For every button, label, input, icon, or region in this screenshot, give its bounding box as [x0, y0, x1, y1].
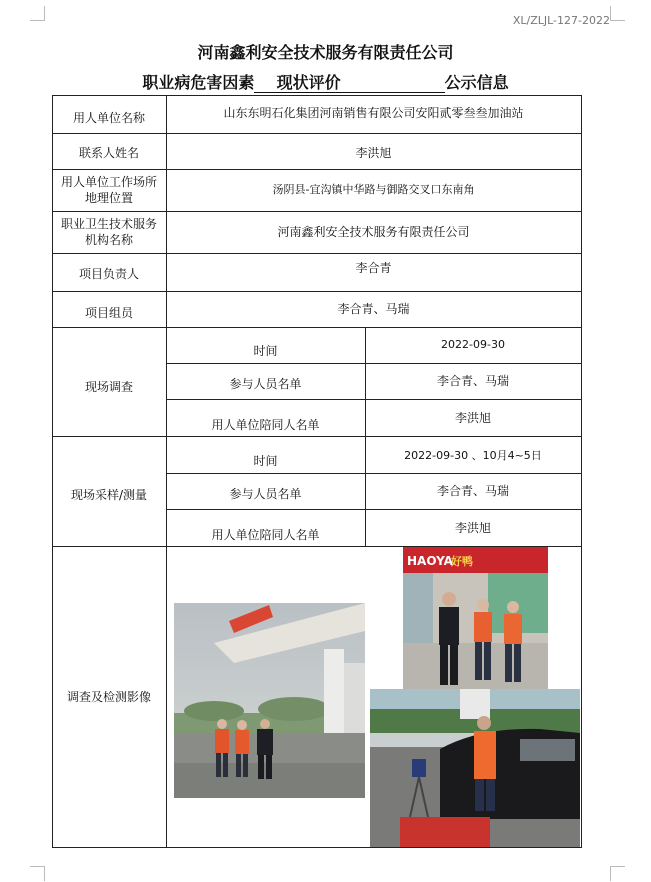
survey-participants-label: 参与人员名单 — [229, 377, 302, 391]
sampling-escort-value: 李洪旭 — [454, 520, 491, 535]
crop-mark-top-right — [610, 6, 625, 21]
sampling-time-value: 2022-09-30 、10月4~5日 — [404, 449, 542, 462]
org-label — [52, 211, 166, 253]
survey-participants-value: 李合青、马瑞 — [436, 374, 509, 388]
org-label-line2: 机构名称 — [84, 233, 133, 247]
photo-store-front — [403, 547, 548, 689]
location-label-line2: 地理位置 — [84, 191, 133, 205]
subtitle-prefix: 职业病危害因素 — [142, 73, 255, 92]
survey-escort-value: 李洪旭 — [454, 410, 491, 425]
survey-escort-label: 用人单位陪同人名单 — [211, 417, 320, 432]
images-label: 调查及检测影像 — [66, 689, 151, 704]
location-label — [52, 169, 166, 211]
org-label-line1: 职业卫生技术服务 — [60, 217, 157, 231]
photo-station-canopy — [174, 603, 365, 798]
company-title: 河南鑫利安全技术服务有限责任公司 — [197, 43, 454, 62]
employer-value: 山东东明石化集团河南销售有限公司安阳贰零叁叁加油站 — [223, 106, 524, 120]
leader-value: 李合青 — [355, 261, 392, 275]
store-sign-text: HAOYA — [407, 554, 453, 568]
subtitle-blank — [341, 74, 445, 93]
members-label: 项目组员 — [84, 306, 133, 320]
employer-label: 用人单位名称 — [72, 111, 145, 125]
survey-time-value: 2022-09-30 — [441, 338, 505, 351]
survey-label: 现场调查 — [84, 379, 133, 394]
crop-mark-bottom-right — [610, 866, 625, 881]
crop-mark-top-left — [30, 6, 45, 21]
subtitle-evaluation-type: 现状评价 — [254, 74, 340, 93]
location-value: 汤阴县-宜沟镇中华路与御路交叉口东南角 — [272, 183, 475, 196]
leader-label: 项目负责人 — [78, 267, 139, 281]
subtitle-suffix: 公示信息 — [444, 73, 509, 92]
contact-value: 李洪旭 — [355, 146, 392, 160]
document-subtitle — [0, 70, 651, 93]
store-sign-cn: 好鸭 — [451, 555, 473, 568]
contact-label: 联系人姓名 — [78, 146, 139, 160]
location-label-line1: 用人单位工作场所 — [60, 175, 157, 189]
org-value: 河南鑫利安全技术服务有限责任公司 — [277, 225, 470, 239]
sampling-participants-label: 参与人员名单 — [229, 487, 302, 501]
sampling-escort-label: 用人单位陪同人名单 — [211, 527, 320, 542]
sampling-label: 现场采样/测量 — [70, 488, 148, 502]
document-number: XL/ZLJL-127-2022 — [512, 14, 610, 27]
sampling-time-label: 时间 — [253, 453, 278, 468]
members-value: 李合青、马瑞 — [337, 302, 410, 316]
photo-measurement — [370, 689, 580, 847]
crop-mark-bottom-left — [30, 866, 45, 881]
survey-time-label: 时间 — [253, 344, 278, 358]
sampling-participants-value: 李合青、马瑞 — [436, 484, 509, 498]
